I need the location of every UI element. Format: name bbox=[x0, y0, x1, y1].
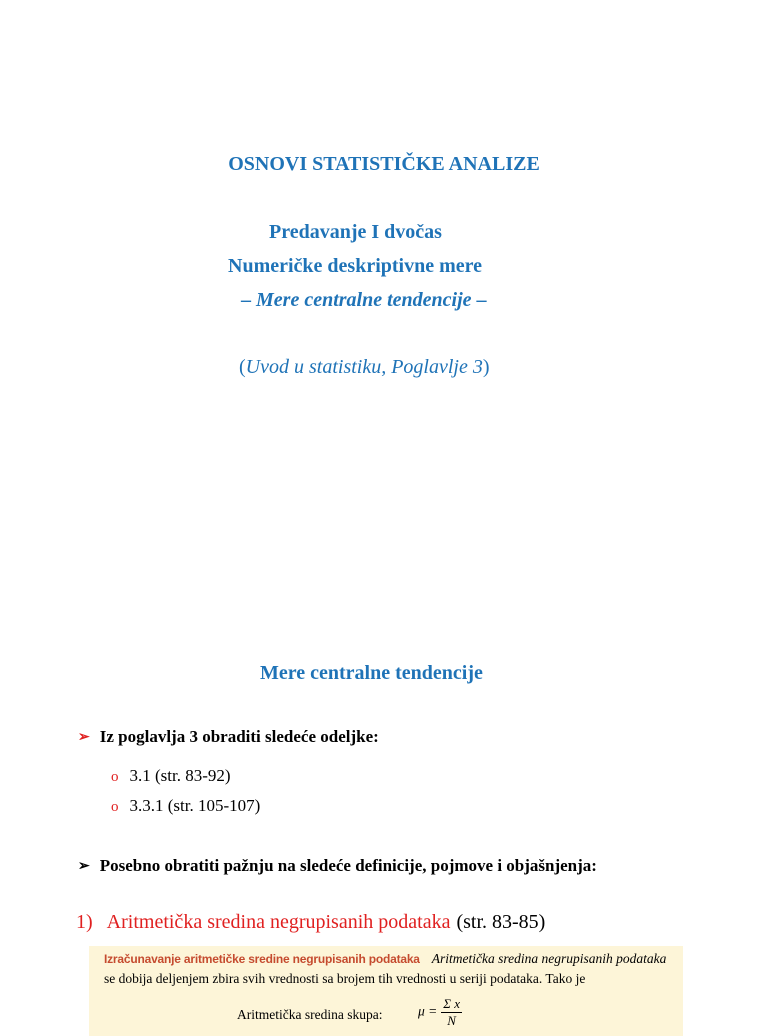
sub-item-text: 3.1 (str. 83-92) bbox=[129, 766, 231, 785]
formula-numerator: Σ x bbox=[443, 996, 461, 1011]
topic-title: Numeričke deskriptivne mere bbox=[228, 255, 483, 277]
textbook-excerpt bbox=[89, 946, 683, 1036]
excerpt-first-line bbox=[104, 951, 666, 967]
dash-right: – bbox=[471, 289, 487, 311]
item-title: Aritmetička sredina negrupisanih podataka bbox=[106, 911, 451, 933]
item-pages: (str. 83-85) bbox=[456, 911, 546, 933]
formula-denominator: N bbox=[447, 1013, 456, 1028]
formula-label: Aritmetička sredina skupa: bbox=[237, 1007, 383, 1022]
bullet-sections bbox=[78, 727, 379, 747]
formula-lhs: μ = bbox=[418, 1003, 438, 1019]
excerpt-heading: Izračunavanje aritmetičke sredine negrupisanih podataka bbox=[104, 952, 420, 966]
arrow-bullet-icon: ➢ bbox=[78, 730, 90, 745]
sub-item-text: 3.3.1 (str. 105-107) bbox=[129, 796, 261, 815]
dash-left: – bbox=[241, 289, 256, 311]
formula-fraction bbox=[441, 996, 462, 1029]
subtopic-title bbox=[241, 289, 487, 312]
document-title: OSNOVI STATISTIČKE ANALIZE bbox=[228, 153, 540, 175]
arrow-bullet-icon: ➢ bbox=[78, 859, 90, 874]
numbered-item bbox=[76, 911, 545, 934]
reference-text: Uvod u statistiku, Poglavlje 3 bbox=[245, 356, 483, 378]
excerpt-body: se dobija deljenjem zbira svih vrednosti sa brojem tih vrednosti u seriji podataka. Tako je bbox=[104, 971, 586, 986]
excerpt-heading-italic: Aritmetička sredina negrupisanih podataka bbox=[431, 951, 667, 966]
circle-bullet-icon: o bbox=[111, 799, 119, 815]
subtopic-text: Mere centralne tendencije bbox=[256, 289, 472, 311]
sub-item bbox=[111, 766, 231, 786]
lecture-label: Predavanje I dvočas bbox=[269, 221, 442, 243]
paren-open: ( bbox=[239, 356, 246, 378]
item-number: 1) bbox=[76, 911, 93, 933]
bullet-text: Posebno obratiti pažnju na sledeće definicije, pojmove i objašnjenja: bbox=[99, 856, 597, 875]
sub-item bbox=[111, 796, 260, 816]
section-heading: Mere centralne tendencije bbox=[260, 662, 483, 684]
bullet-definitions bbox=[78, 856, 597, 876]
reference-note bbox=[239, 356, 490, 379]
paren-close: ) bbox=[482, 356, 490, 378]
circle-bullet-icon: o bbox=[111, 769, 119, 785]
bullet-text: Iz poglavlja 3 obraditi sledeće odeljke: bbox=[99, 727, 379, 746]
mean-formula bbox=[418, 996, 462, 1029]
